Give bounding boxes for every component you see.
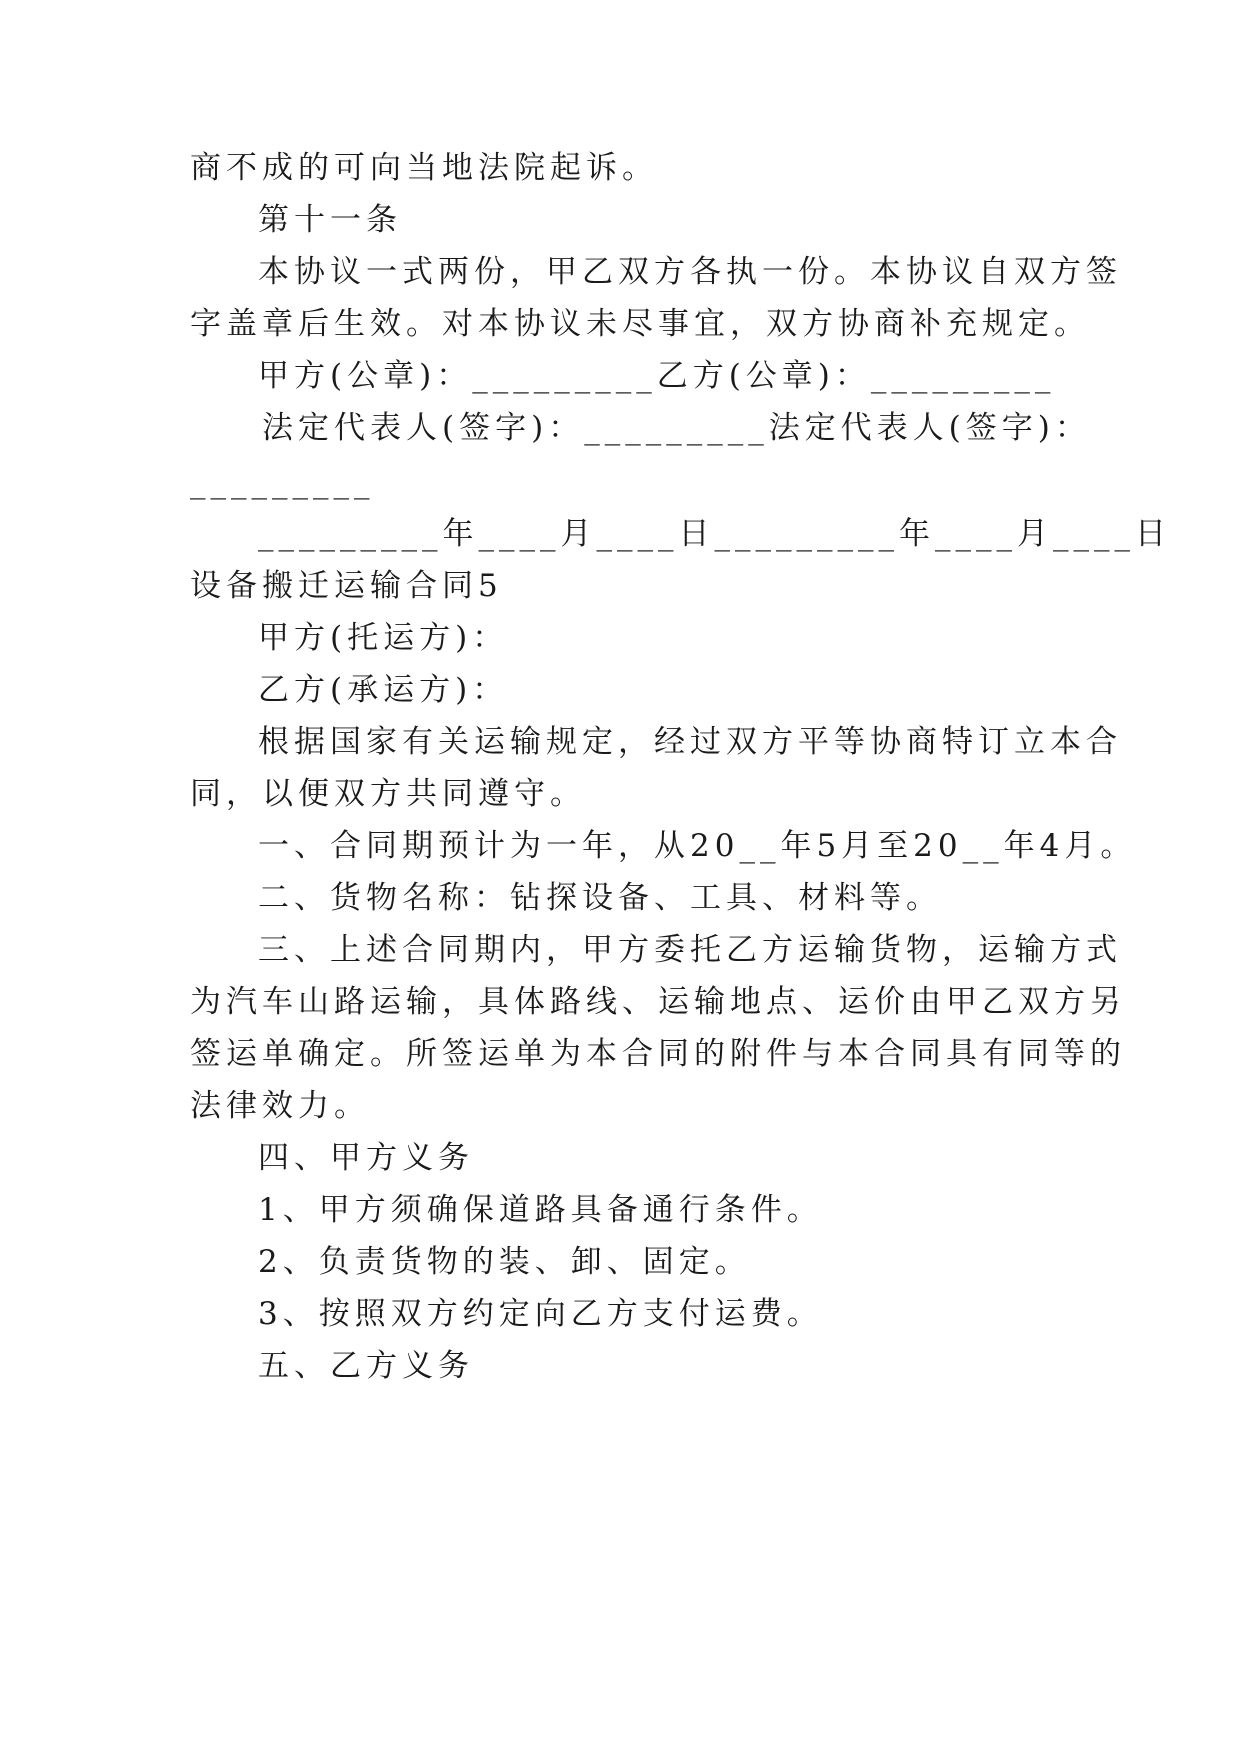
- text-line: 同，以便双方共同遵守。: [190, 776, 586, 812]
- clause-item: 一、合同期预计为一年，从20__年5月至20__年4月。: [258, 828, 1137, 864]
- signature-line-representative: 法定代表人(签字)：_________法定代表人(签字)：: [262, 410, 1091, 446]
- party-b-line: 乙方(承运方)：: [258, 672, 509, 708]
- list-item: 1、甲方须确保道路具备通行条件。: [258, 1192, 823, 1228]
- text-line: 为汽车山路运输，具体路线、运输地点、运价由甲乙双方另: [190, 984, 1126, 1020]
- clause-item: 三、上述合同期内，甲方委托乙方运输货物，运输方式: [258, 932, 1122, 968]
- signature-blank: _________: [190, 464, 375, 500]
- text-line: 本协议一式两份，甲乙双方各执一份。本协议自双方签: [258, 254, 1122, 290]
- text-line: 根据国家有关运输规定，经过双方平等协商特订立本合: [258, 724, 1122, 760]
- text-line: 商不成的可向当地法院起诉。: [190, 150, 658, 186]
- contract-title: 设备搬迁运输合同5: [190, 568, 503, 604]
- clause-heading: 第十一条: [258, 202, 402, 238]
- list-item: 2、负责货物的装、卸、固定。: [258, 1244, 751, 1280]
- text-line: 签运单确定。所签运单为本合同的附件与本合同具有同等的: [190, 1036, 1126, 1072]
- section-heading: 四、甲方义务: [258, 1140, 474, 1176]
- date-line: _________年____月____日_________年____月____日: [258, 516, 1171, 552]
- text-line: 字盖章后生效。对本协议未尽事宜，双方协商补充规定。: [190, 306, 1090, 342]
- signature-line-seal: 甲方(公章)：_________乙方(公章)：_________: [258, 358, 1056, 394]
- list-item: 3、按照双方约定向乙方支付运费。: [258, 1296, 823, 1332]
- party-a-line: 甲方(托运方)：: [258, 620, 509, 656]
- clause-item: 二、货物名称：钻探设备、工具、材料等。: [258, 880, 942, 916]
- section-heading: 五、乙方义务: [258, 1348, 474, 1384]
- text-line: 法律效力。: [190, 1088, 370, 1124]
